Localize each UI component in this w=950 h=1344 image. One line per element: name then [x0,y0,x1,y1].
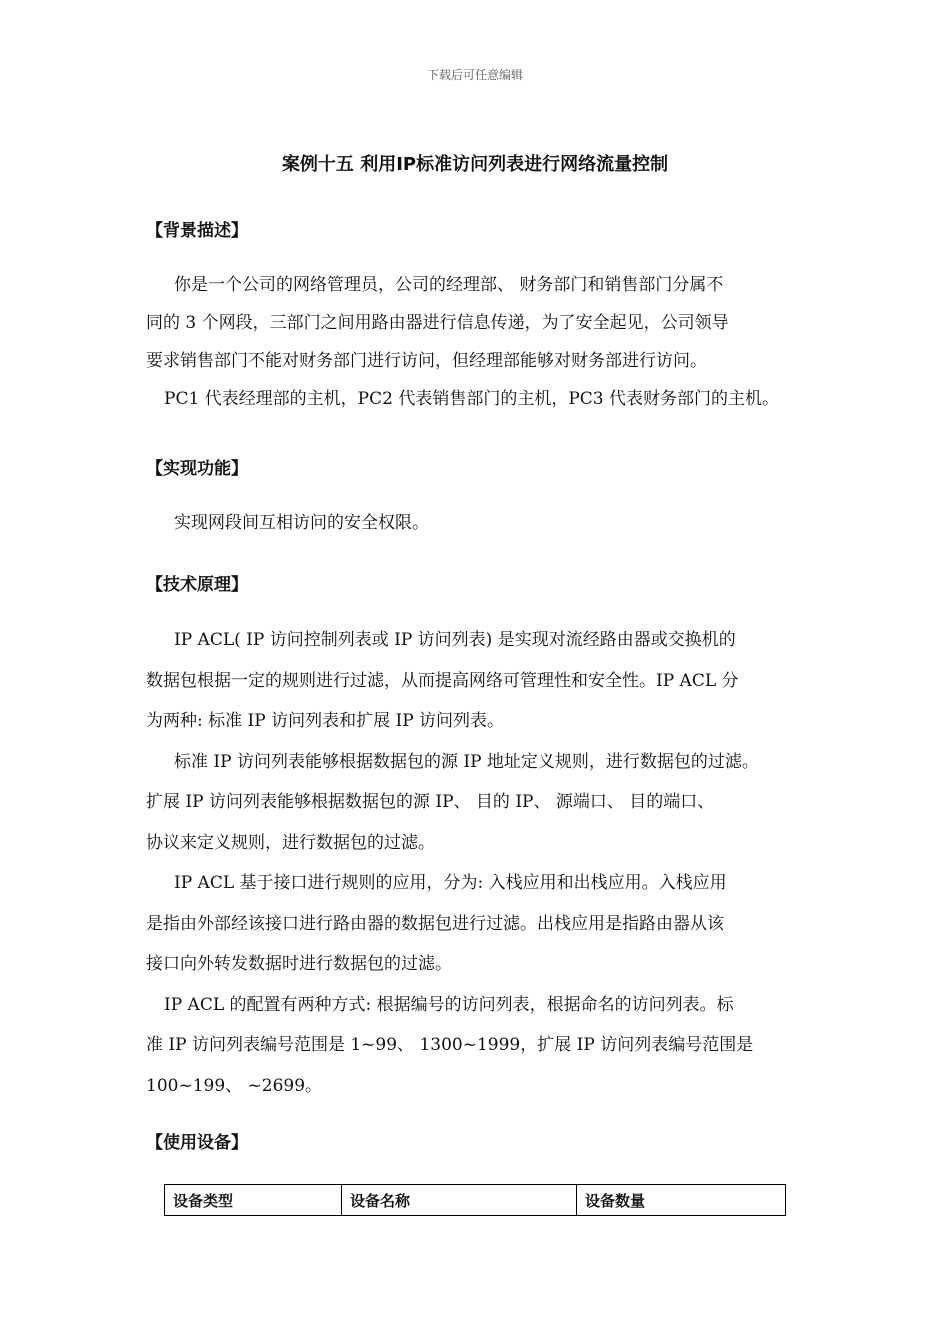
background-line: PC1 代表经理部的主机，PC2 代表销售部门的主机，PC3 代表财务部门的主机。 [164,389,779,409]
principle-line: 接口向外转发数据时进行数据包的过滤。 [146,954,452,974]
principle-paragraph [146,620,826,1106]
principle-line: 为两种: 标准 IP 访问列表和扩展 IP 访问列表。 [146,711,505,731]
section-heading-function: 【实现功能】 [146,459,248,479]
principle-line: IP ACL( IP 访问控制列表或 IP 访问列表) 是实现对流经路由器或交换机的 [174,630,736,650]
table-header-cell: 设备类型 [165,1185,342,1216]
principle-line: 扩展 IP 访问列表能够根据数据包的源 IP、 目的 IP、 源端口、 目的端口、 [146,792,715,812]
principle-line: IP ACL 的配置有两种方式: 根据编号的访问列表，根据命名的访问列表。标 [164,994,734,1015]
background-line: 同的 3 个网段，三部门之间用路由器进行信息传递，为了安全起见，公司领导 [146,313,729,333]
table-header-cell: 设备名称 [342,1185,577,1216]
background-line: 要求销售部门不能对财务部门进行访问，但经理部能够对财务部进行访问。 [146,351,707,371]
function-line: 实现网段间互相访问的安全权限。 [174,513,429,533]
principle-line: 协议来定义规则，进行数据包的过滤。 [146,832,435,853]
section-heading-equipment: 【使用设备】 [146,1133,248,1153]
background-line: 你是一个公司的网络管理员，公司的经理部、 财务部门和销售部门分属不 [174,275,724,295]
principle-line: 准 IP 访问列表编号范围是 1~99、 1300~1999，扩展 IP 访问列表编号范围是 [146,1035,754,1055]
document-title: 案例十五 利用IP标准访问列表进行网络流量控制 [281,154,669,175]
function-paragraph [146,504,826,542]
principle-line: 数据包根据一定的规则进行过滤，从而提高网络可管理性和安全性。IP ACL 分 [146,670,739,691]
principle-line: 100~199、 ~2699。 [146,1075,323,1096]
principle-line: 是指由外部经该接口进行路由器的数据包进行过滤。出栈应用是指路由器从该 [146,913,724,934]
equipment-table [164,1184,786,1216]
table-header-cell: 设备数量 [577,1185,786,1216]
section-heading-principle: 【技术原理】 [146,575,248,595]
header-note: 下载后可任意编辑 [426,68,523,82]
section-heading-background: 【背景描述】 [146,221,248,241]
principle-line: 标准 IP 访问列表能够根据数据包的源 IP 地址定义规则，进行数据包的过滤。 [174,751,759,772]
table-header-row [165,1185,786,1216]
principle-line: IP ACL 基于接口进行规则的应用，分为: 入栈应用和出栈应用。入栈应用 [174,873,727,893]
background-paragraph [146,266,826,418]
